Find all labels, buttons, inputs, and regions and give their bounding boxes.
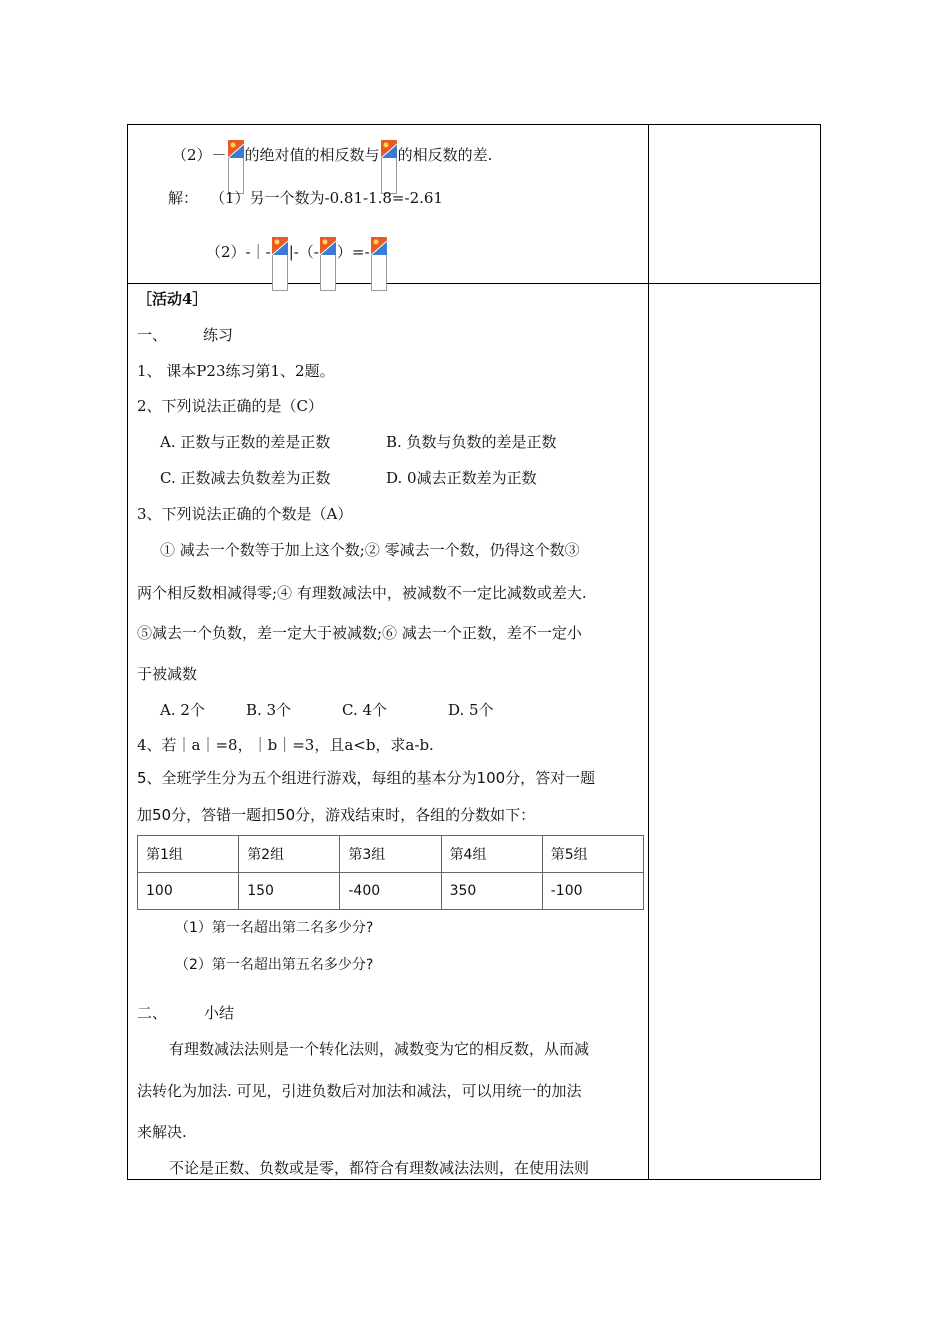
table-header-cell: 第4组 bbox=[441, 836, 542, 873]
section-2-title: 小结 bbox=[204, 1004, 235, 1022]
table-cell: 350 bbox=[441, 873, 542, 910]
question-2-option-b: B. 负数与负数的差是正数 bbox=[386, 433, 557, 451]
formula-image-icon bbox=[228, 140, 244, 194]
table-row bbox=[138, 836, 644, 873]
section-2-number: 二、 bbox=[137, 1004, 168, 1022]
activity-title: ［活动4］ bbox=[137, 290, 208, 308]
q2-mid: 的绝对值的相反数与 bbox=[244, 146, 380, 164]
question-2-line bbox=[172, 140, 492, 194]
section-1-title: 练习 bbox=[203, 326, 234, 344]
summary-line-3: 来解决. bbox=[137, 1123, 187, 1141]
summary-line-4: 不论是正数、负数或是零，都符合有理数减法法则，在使用法则 bbox=[169, 1159, 590, 1177]
q2-suffix: 的相反数的差. bbox=[397, 146, 493, 164]
question-5-line-1: 5、全班学生分为五个组进行游戏，每组的基本分为100分，答对一题 bbox=[137, 769, 596, 787]
question-3-line-4: 于被减数 bbox=[137, 665, 198, 683]
q2-prefix: （2）－ bbox=[172, 146, 227, 164]
table-header-cell: 第3组 bbox=[340, 836, 441, 873]
solution-2-line bbox=[206, 237, 388, 291]
table-cell: 100 bbox=[138, 873, 239, 910]
question-3-option-a: A. 2个 bbox=[160, 701, 205, 719]
question-1: 1、 课本P23练习第1、2题。 bbox=[137, 362, 335, 380]
scores-table bbox=[137, 835, 644, 910]
question-3-line-1: ① 减去一个数等于加上这个数;② 零减去一个数，仍得这个数③ bbox=[160, 541, 580, 559]
formula-image-icon bbox=[371, 237, 387, 291]
question-5-line-2: 加50分，答错一题扣50分，游戏结束时，各组的分数如下： bbox=[137, 806, 536, 824]
question-3-option-b: B. 3个 bbox=[246, 701, 292, 719]
question-2-option-a: A. 正数与正数的差是正数 bbox=[160, 433, 331, 451]
question-3-option-c: C. 4个 bbox=[342, 701, 388, 719]
summary-line-2: 法转化为加法. 可见，引进负数后对加法和减法，可以用统一的加法 bbox=[137, 1082, 582, 1100]
sol2-part-b: |-（- bbox=[288, 243, 319, 261]
table-row bbox=[138, 873, 644, 910]
question-3-line-3: ⑤减去一个负数，差一定大于被减数;⑥ 减去一个正数，差不一定小 bbox=[137, 624, 582, 642]
section-1-number: 一、 bbox=[137, 326, 168, 344]
question-3-option-d: D. 5个 bbox=[448, 701, 494, 719]
question-5-sub-1: （1）第一名超出第二名多少分? bbox=[175, 920, 374, 936]
sol2-part-c: ）=- bbox=[336, 243, 370, 261]
table-cell: -400 bbox=[340, 873, 441, 910]
solution-label: 解： bbox=[168, 189, 199, 207]
question-2-option-c: C. 正数减去负数差为正数 bbox=[160, 469, 331, 487]
formula-image-icon bbox=[381, 140, 397, 194]
question-4: 4、若｜a｜=8，｜b｜=3，且a<b，求a-b. bbox=[137, 736, 434, 754]
table-header-cell: 第1组 bbox=[138, 836, 239, 873]
formula-image-icon bbox=[272, 237, 288, 291]
solution-1: （1）另一个数为-0.81-1.8=-2.61 bbox=[210, 189, 443, 207]
question-5-sub-2: （2）第一名超出第五名多少分? bbox=[175, 957, 374, 973]
sol2-part-a: （2）-｜- bbox=[206, 243, 271, 261]
question-2: 2、下列说法正确的是（C） bbox=[137, 397, 324, 415]
question-3-line-2: 两个相反数相减得零;④ 有理数减法中，被减数不一定比减数或差大. bbox=[137, 584, 587, 602]
summary-line-1: 有理数减法法则是一个转化法则，减数变为它的相反数，从而减 bbox=[169, 1040, 590, 1058]
formula-image-icon bbox=[320, 237, 336, 291]
table-cell: 150 bbox=[239, 873, 340, 910]
table-header-cell: 第2组 bbox=[239, 836, 340, 873]
question-3: 3、下列说法正确的个数是（A） bbox=[137, 505, 353, 523]
table-header-cell: 第5组 bbox=[542, 836, 643, 873]
question-2-option-d: D. 0减去正数差为正数 bbox=[386, 469, 537, 487]
table-cell: -100 bbox=[542, 873, 643, 910]
